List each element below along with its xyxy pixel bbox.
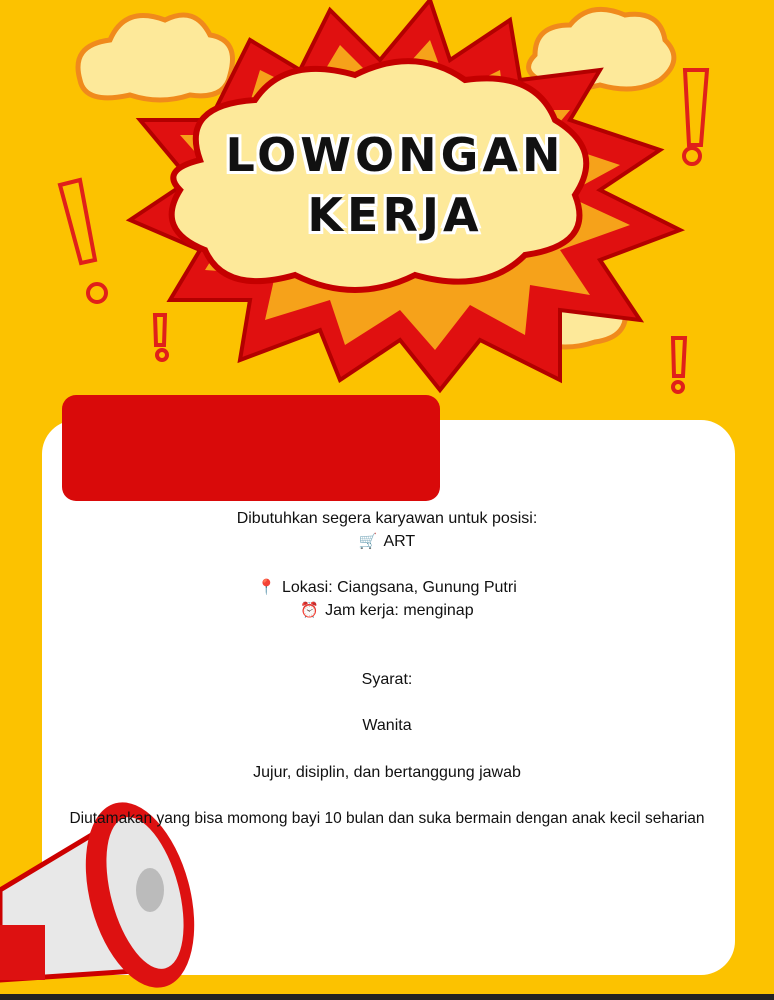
location-text: Lokasi: Ciangsana, Gunung Putri [281,579,517,596]
requirement-item: Wanita [362,717,412,734]
requirement-item: Jujur, disiplin, dan bertanggung jawab [253,764,521,781]
title-line-2: KERJA [307,188,483,242]
cart-icon: 🛒 [358,533,378,550]
preferred-text: Diutamakan yang bisa momong bayi 10 bulan dan suka bermain dengan anak kecil seharian [69,810,705,827]
bottom-bar [0,994,774,1000]
intro-text: Dibutuhkan segera karyawan untuk posisi: [236,510,538,527]
pin-icon: 📍 [257,579,276,596]
requirements-heading: Syarat: [361,671,413,688]
hours-text: Jam kerja: menginap [325,602,474,619]
title-line-1: LOWONGAN [225,128,565,182]
alarm-clock-icon: ⏰ [300,602,320,619]
position-text: ART [383,533,416,550]
